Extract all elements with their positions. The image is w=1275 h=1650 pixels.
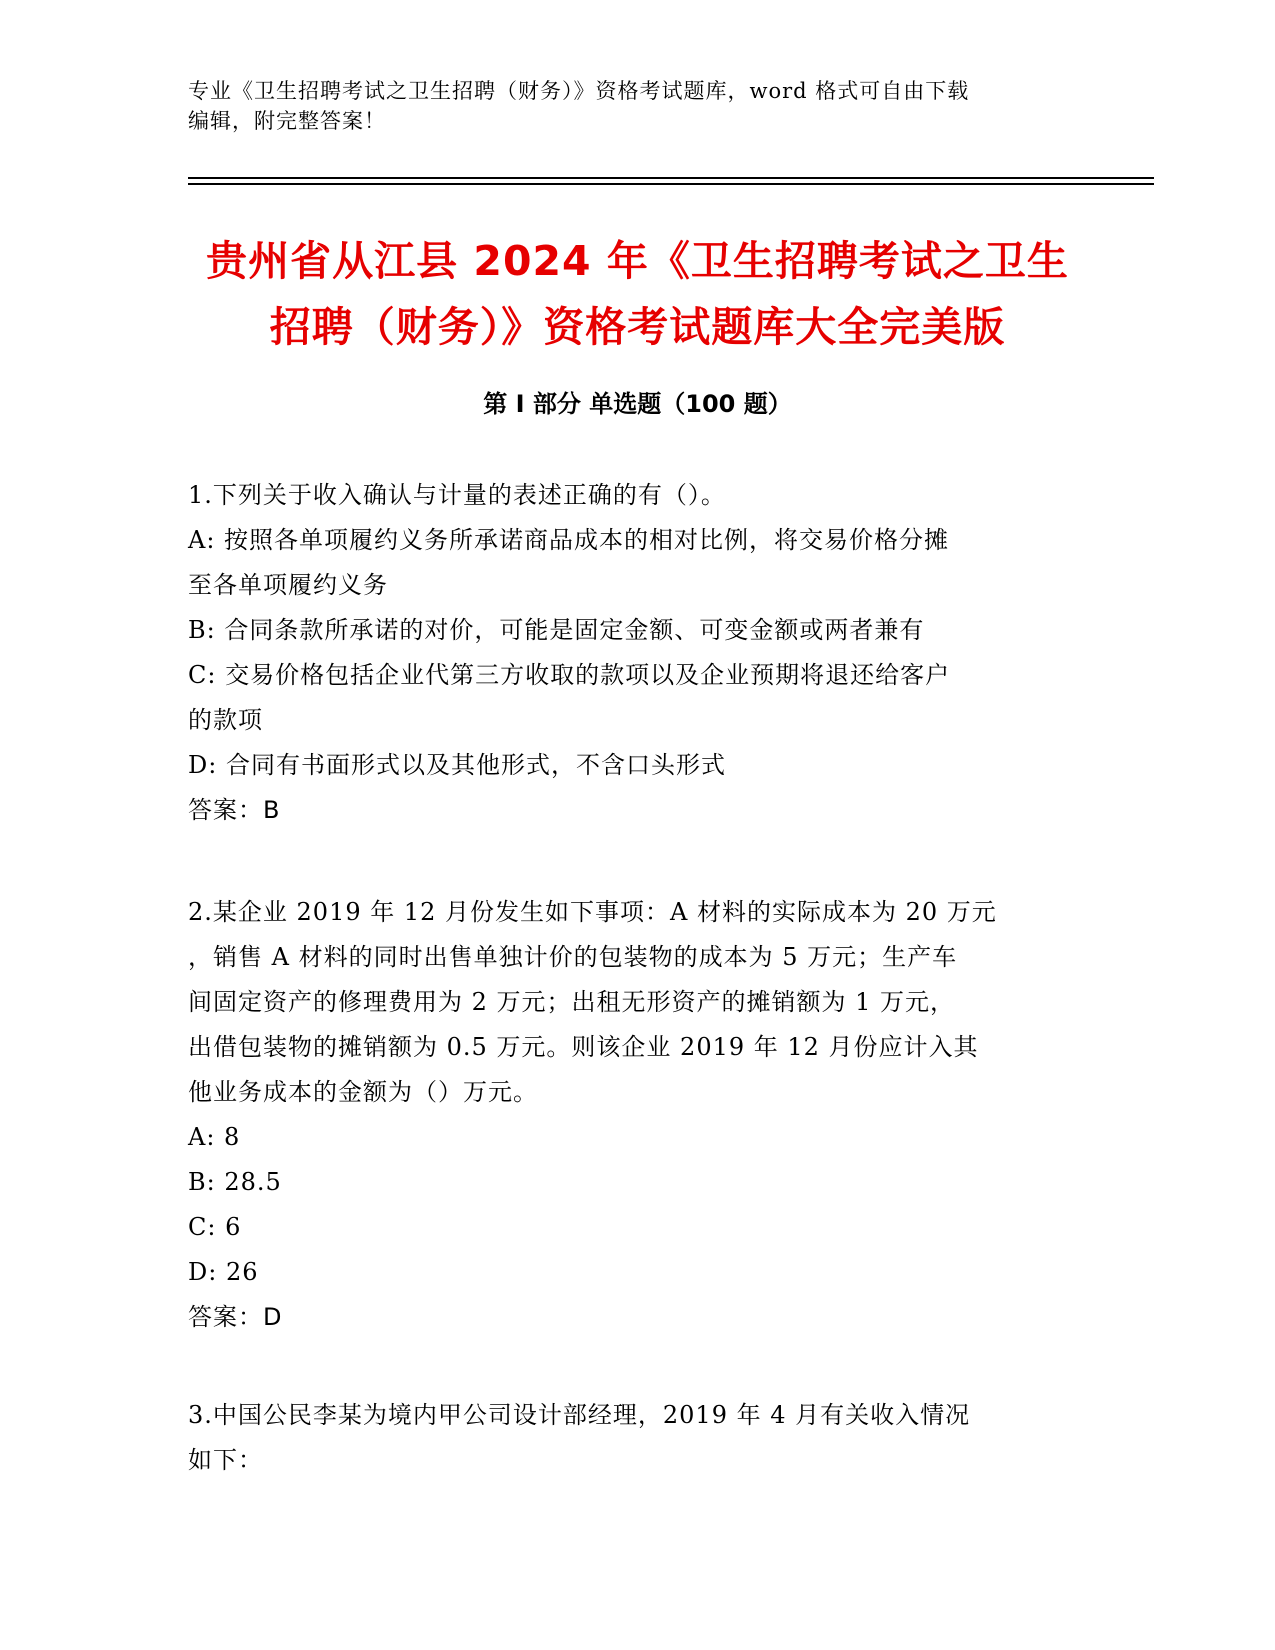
question-stem: 他业务成本的金额为（）万元。 <box>188 1078 538 1106</box>
question-1 <box>188 473 1088 833</box>
header-note-line: 专业《卫生招聘考试之卫生招聘（财务）》资格考试题库，word 格式可自由下载 <box>188 79 970 103</box>
option-b: B: 合同条款所承诺的对价，可能是固定金额、可变金额或两者兼有 <box>188 616 925 644</box>
question-stem: 1.下列关于收入确认与计量的表述正确的有（）。 <box>188 481 726 509</box>
answer: 答案：B <box>188 796 281 824</box>
section-title: 第 I 部分 单选题（100 题） <box>483 390 792 418</box>
title-line: 招聘（财务）》资格考试题库大全完美版 <box>269 303 1006 351</box>
question-stem: ，销售 A 材料的同时出售单独计价的包装物的成本为 5 万元；生产车 <box>188 943 958 971</box>
question-stem: 出借包装物的摊销额为 0.5 万元。则该企业 2019 年 12 月份应计入其 <box>188 1033 979 1061</box>
title-line: 贵州省从江县 2024 年《卫生招聘考试之卫生 <box>206 237 1069 285</box>
option-a: A: 8 <box>188 1123 241 1151</box>
header-note-line: 编辑，附完整答案！ <box>188 109 386 133</box>
option-c: C: 6 <box>188 1213 242 1241</box>
answer: 答案：D <box>188 1303 283 1331</box>
option-b: B: 28.5 <box>188 1168 282 1196</box>
option-d: D: 26 <box>188 1258 259 1286</box>
header-divider <box>188 183 1154 185</box>
option-c: C: 交易价格包括企业代第三方收取的款项以及企业预期将退还给客户 <box>188 661 951 689</box>
question-stem: 间固定资产的修理费用为 2 万元；出租无形资产的摊销额为 1 万元， <box>188 988 956 1016</box>
question-3 <box>188 1393 1088 1483</box>
option-a-continued: 至各单项履约义务 <box>188 571 388 599</box>
option-c-continued: 的款项 <box>188 706 263 734</box>
question-stem: 如下： <box>188 1446 263 1474</box>
header-divider <box>188 177 1154 179</box>
header-note <box>188 76 1088 136</box>
option-a: A: 按照各单项履约义务所承诺商品成本的相对比例，将交易价格分摊 <box>188 526 950 554</box>
document-title <box>160 228 1115 360</box>
option-d: D: 合同有书面形式以及其他形式，不含口头形式 <box>188 751 726 779</box>
question-stem: 2.某企业 2019 年 12 月份发生如下事项：A 材料的实际成本为 20 万元 <box>188 898 997 926</box>
question-stem: 3.中国公民李某为境内甲公司设计部经理，2019 年 4 月有关收入情况 <box>188 1401 971 1429</box>
question-2 <box>188 890 1088 1340</box>
